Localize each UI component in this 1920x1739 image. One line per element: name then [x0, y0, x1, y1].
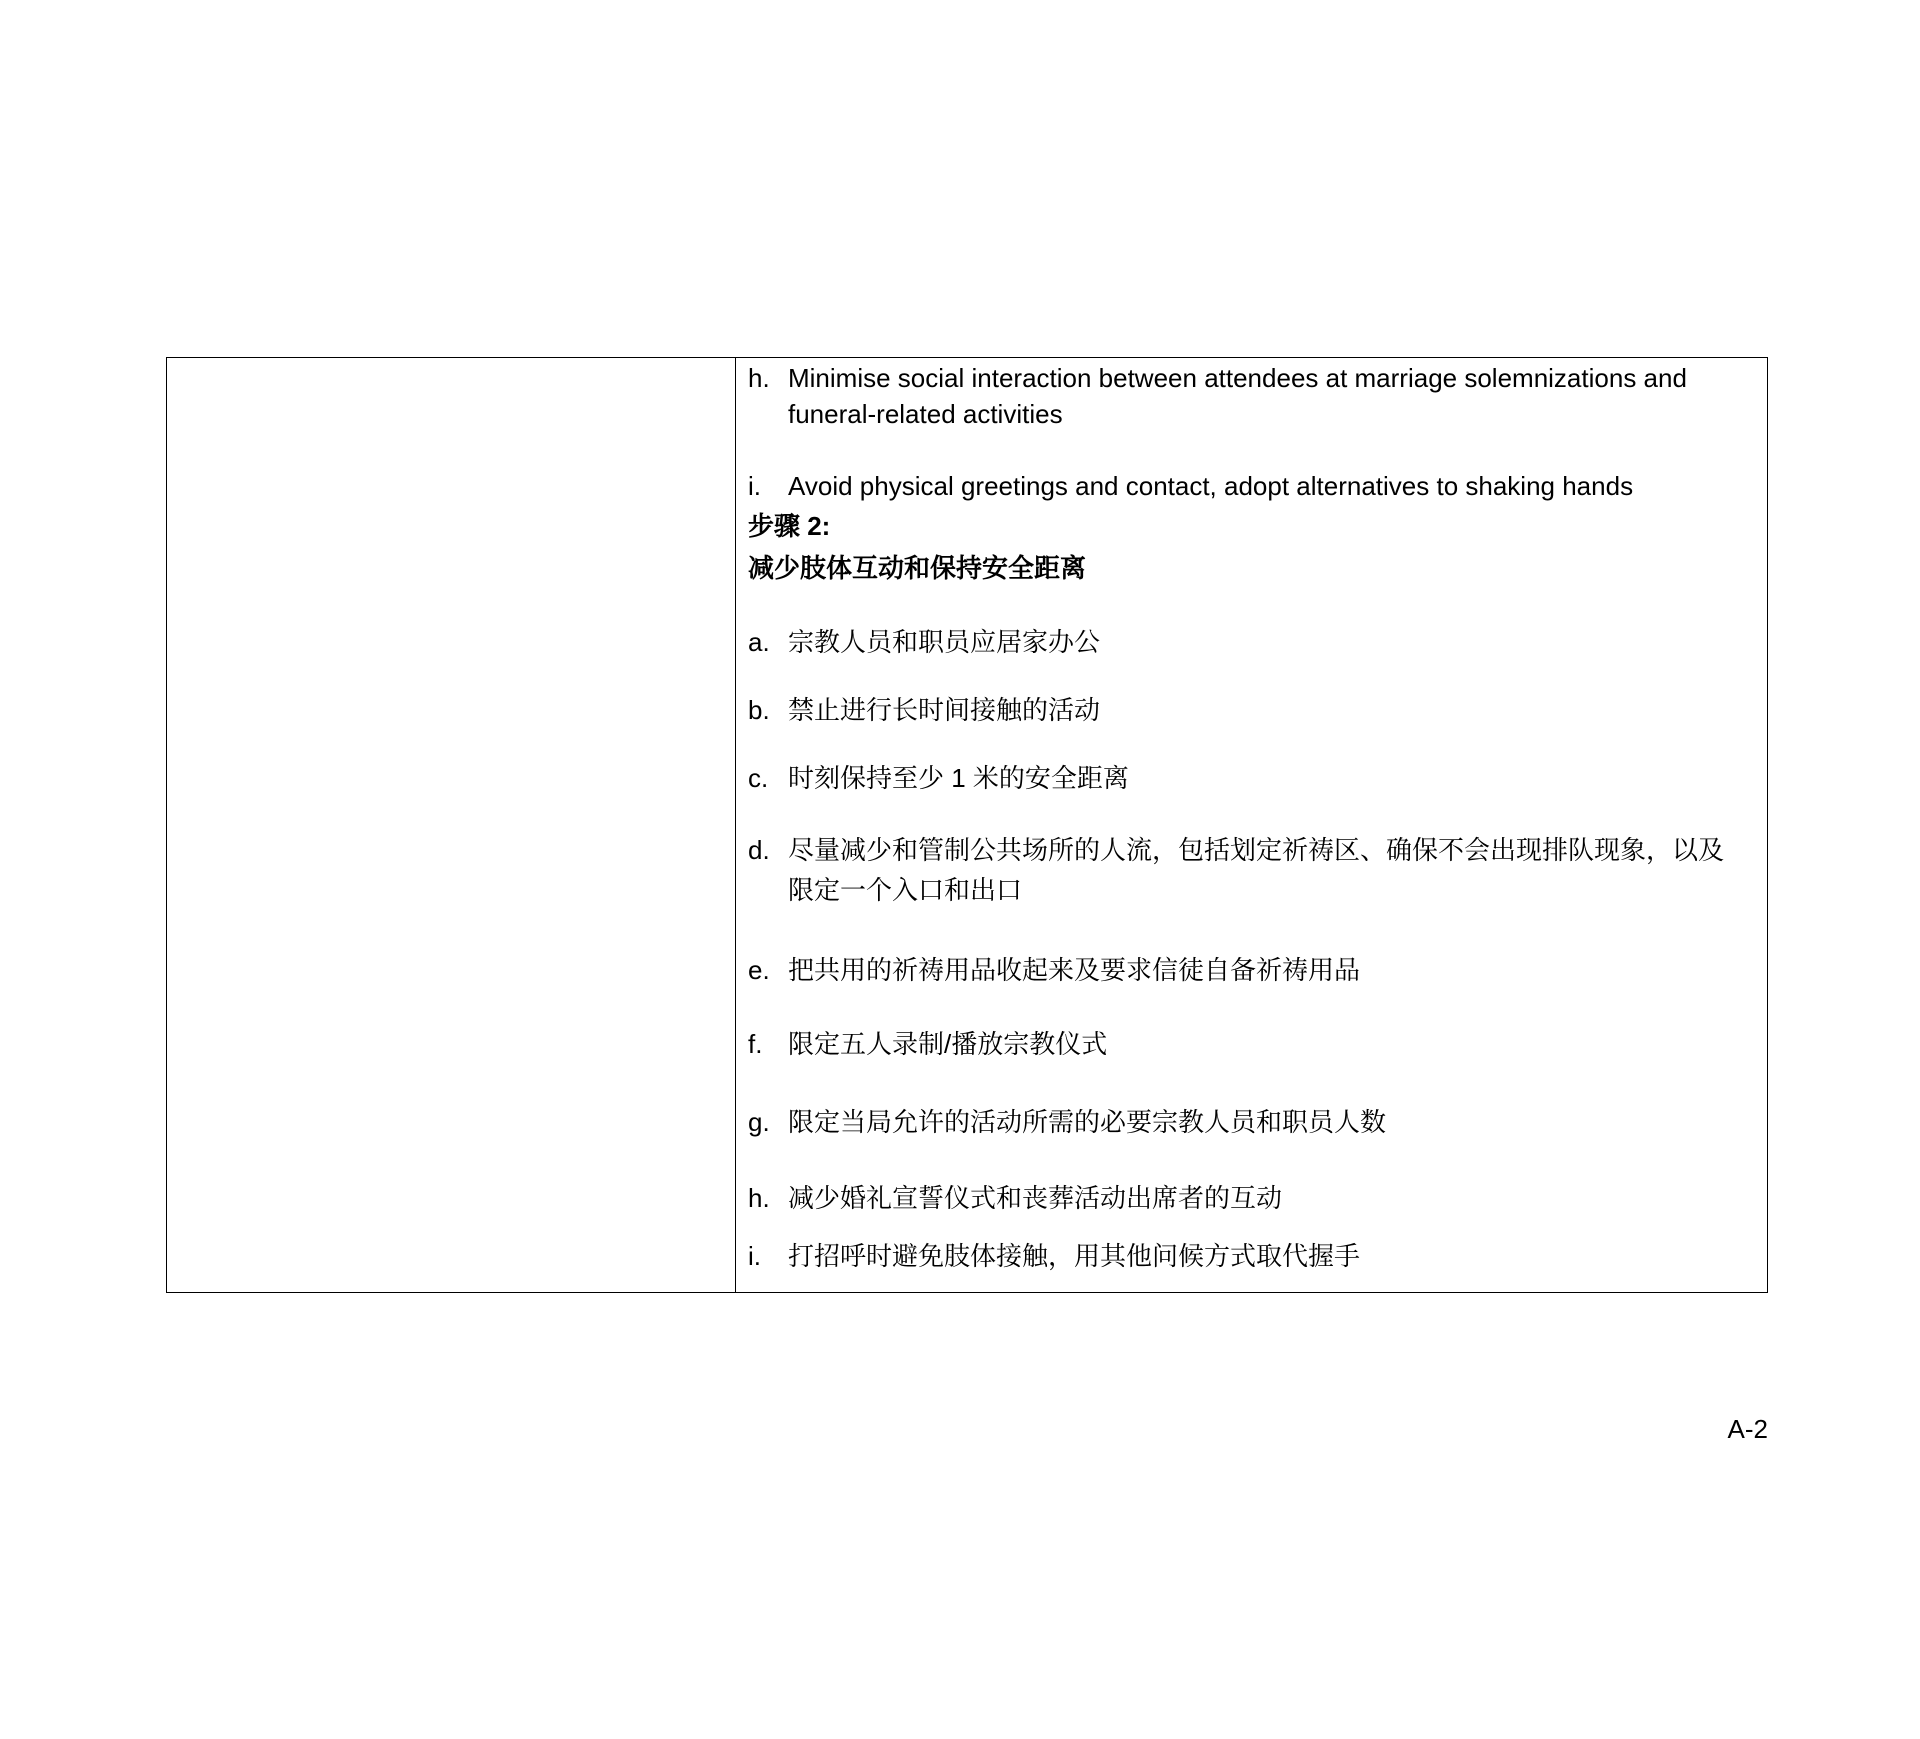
- chinese-item-f: [736, 1024, 1746, 1064]
- table-right-column: [736, 358, 1767, 1292]
- item-text: 尽量减少和管制公共场所的人流，包括划定祈祷区、确保不会出现排队现象，以及限定一个入口和出口: [788, 835, 1725, 905]
- chinese-item-b: [736, 690, 1746, 730]
- chinese-item-c: [736, 758, 1746, 798]
- item-letter: b.: [748, 695, 770, 725]
- guidelines-table: [166, 357, 1768, 1293]
- item-text: 打招呼时避免肢体接触，用其他问候方式取代握手: [788, 1241, 1361, 1271]
- chinese-item-i: [736, 1236, 1746, 1276]
- item-letter: d.: [748, 835, 770, 865]
- item-text: 宗教人员和职员应居家办公: [788, 627, 1101, 657]
- step-label: 步骤 2:: [748, 511, 831, 541]
- table-left-column: [167, 358, 736, 1292]
- item-text: Avoid physical greetings and contact, adopt alternatives to shaking hands: [788, 471, 1634, 501]
- chinese-item-g: [736, 1102, 1746, 1142]
- chinese-item-d: [736, 830, 1746, 910]
- item-letter: i.: [748, 471, 761, 501]
- item-text: 减少婚礼宣誓仪式和丧葬活动出席者的互动: [788, 1183, 1283, 1213]
- english-item-h: [736, 360, 1746, 432]
- item-letter: c.: [748, 763, 769, 793]
- item-text: 禁止进行长时间接触的活动: [788, 695, 1101, 725]
- english-item-i: [736, 468, 1746, 504]
- chinese-item-e: [736, 950, 1746, 990]
- item-letter: a.: [748, 627, 770, 657]
- item-text: 限定五人录制/播放宗教仪式: [788, 1029, 1108, 1059]
- item-text: 限定当局允许的活动所需的必要宗教人员和职员人数: [788, 1107, 1387, 1137]
- item-text: 把共用的祈祷用品收起来及要求信徒自备祈祷用品: [788, 955, 1361, 985]
- item-letter: e.: [748, 955, 770, 985]
- page-number: A-2: [1727, 1414, 1768, 1444]
- item-text: Minimise social interaction between attendees at marriage solemnizations and funeral-related activities: [788, 363, 1687, 429]
- item-letter: g.: [748, 1107, 770, 1137]
- step-title: 减少肢体互动和保持安全距离: [748, 553, 1087, 583]
- chinese-item-a: [736, 622, 1746, 662]
- item-letter: h.: [748, 363, 770, 393]
- item-letter: h.: [748, 1183, 770, 1213]
- item-text: 时刻保持至少 1 米的安全距离: [788, 763, 1129, 793]
- item-letter: i.: [748, 1241, 761, 1271]
- item-letter: f.: [748, 1029, 763, 1059]
- chinese-item-h: [736, 1178, 1746, 1218]
